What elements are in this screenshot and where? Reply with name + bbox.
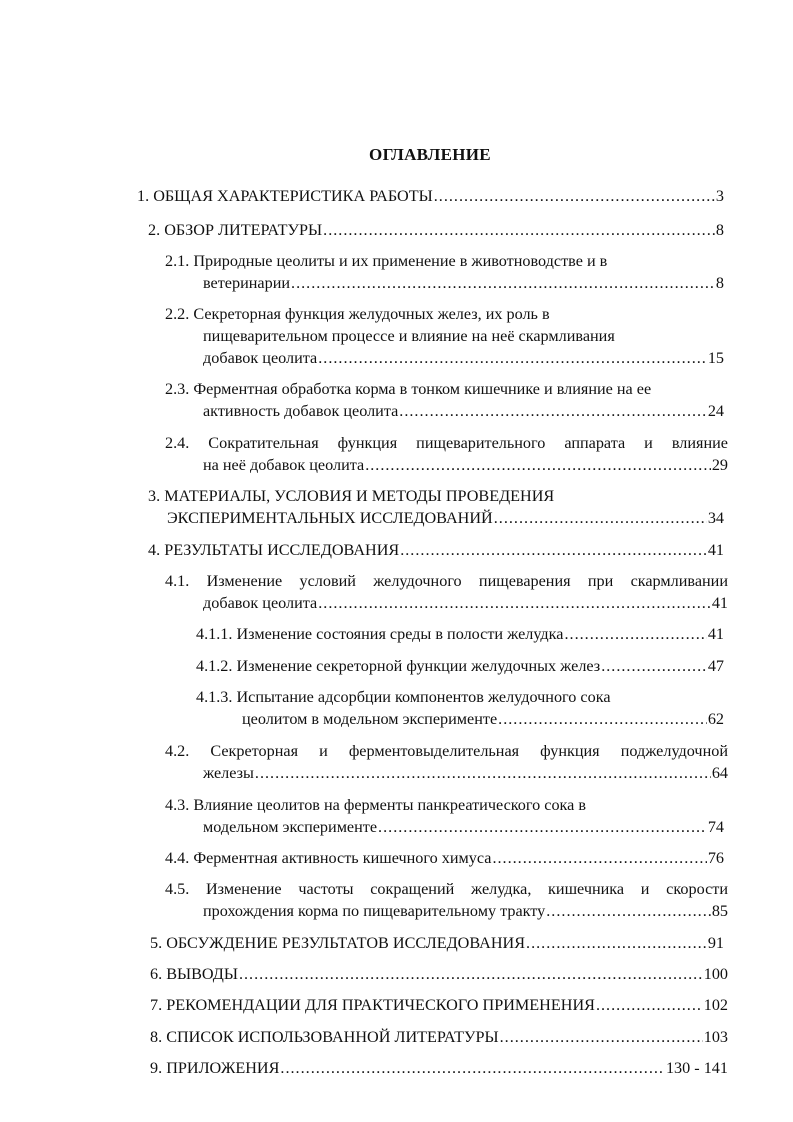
- toc-entry-text: 3. МАТЕРИАЛЫ, УСЛОВИЯ И МЕТОДЫ ПРОВЕДЕНИЯ: [148, 487, 555, 505]
- toc-entry-text: 4.1.1. Изменение состояния среды в полости желудка: [196, 625, 564, 643]
- toc-entry-4-1-1: [196, 623, 724, 645]
- toc-page-number: 29: [711, 456, 728, 474]
- toc-entry-text: 7. РЕКОМЕНДАЦИИ ДЛЯ ПРАКТИЧЕСКОГО ПРИМЕНЕНИЯ: [150, 996, 595, 1014]
- toc-entry-6: [150, 963, 728, 985]
- toc-entry-4-2: [165, 740, 728, 784]
- toc-page-number: 62: [707, 710, 724, 728]
- leader-dots: [378, 816, 707, 838]
- toc-entry-text: ЭКСПЕРИМЕНТАЛЬНЫХ ИССЛЕДОВАНИЙ: [167, 509, 493, 527]
- toc-entry-2-4: [165, 432, 728, 476]
- toc-entry-2: [148, 219, 724, 241]
- toc-entry-4-3: [165, 794, 724, 838]
- toc-page-number: 100: [703, 965, 728, 983]
- toc-page-number: 103: [703, 1028, 728, 1046]
- toc-entry-4-4: [165, 847, 724, 869]
- toc-entry-text: активность добавок цеолита: [203, 402, 399, 420]
- toc-entry-2-1: [165, 250, 724, 294]
- toc-entry-1: [137, 185, 724, 207]
- toc-entry-7: [150, 994, 728, 1016]
- leader-dots: [546, 900, 711, 922]
- toc-entry-text: 2.4. Сократительная функция пищеварительного аппарата и влияние: [165, 434, 728, 452]
- toc-page-number: 34: [707, 509, 724, 527]
- toc-entry-5: [150, 932, 724, 954]
- toc-entry-4-1-3: [196, 686, 724, 730]
- toc-entry-text: 6. ВЫВОДЫ: [150, 965, 238, 983]
- leader-dots: [280, 1057, 665, 1079]
- toc-page-number: 41: [707, 541, 724, 559]
- toc-entry-text: 1. ОБЩАЯ ХАРАКТЕРИСТИКА РАБОТЫ: [137, 187, 433, 205]
- toc-entry-4-1: [165, 570, 728, 614]
- leader-dots: [494, 507, 707, 529]
- toc-entry-text: ветеринарии: [203, 274, 291, 292]
- toc-page-number: 24: [707, 402, 724, 420]
- toc-entry-4: [148, 539, 724, 561]
- leader-dots: [239, 963, 703, 985]
- toc-page-number: 85: [711, 902, 728, 920]
- toc-entry-text: 5. ОБСУЖДЕНИЕ РЕЗУЛЬТАТОВ ИССЛЕДОВАНИЯ: [150, 934, 526, 952]
- toc-entry-text: на неё добавок цеолита: [203, 456, 365, 474]
- toc-page-number: 15: [707, 349, 724, 367]
- leader-dots: [498, 708, 707, 730]
- toc-page-number: 41: [707, 625, 724, 643]
- toc-entry-text: цеолитом в модельном эксперименте: [242, 710, 498, 728]
- toc-entry-8: [150, 1026, 728, 1048]
- toc-entry-4-5: [165, 878, 728, 922]
- toc-entry-2-3: [165, 378, 724, 422]
- toc-entry-text: 9. ПРИЛОЖЕНИЯ: [150, 1059, 280, 1077]
- toc-entry-text: 4. РЕЗУЛЬТАТЫ ИССЛЕДОВАНИЯ: [148, 541, 400, 559]
- leader-dots: [318, 347, 707, 369]
- leader-dots: [526, 932, 707, 954]
- toc-page-number: 102: [703, 996, 728, 1014]
- page-title: ОГЛАВЛЕНИЕ: [369, 145, 491, 164]
- toc-page-number: 47: [707, 657, 724, 675]
- leader-dots: [318, 592, 711, 614]
- toc-entry-text: пищеварительном процессе и влияние на неё скармливания: [203, 327, 615, 345]
- leader-dots: [434, 185, 715, 207]
- toc-entry-text: 2.2. Секреторная функция желудочных желез, их роль в: [165, 305, 550, 323]
- toc-entry-text: 4.2. Секреторная и ферментовыделительная функция поджелудочной: [165, 742, 728, 760]
- toc-entry-text: 4.5. Изменение частоты сокращений желудка, кишечника и скорости: [165, 880, 728, 898]
- toc-entry-text: железы: [203, 764, 254, 782]
- leader-dots: [323, 219, 715, 241]
- leader-dots: [400, 539, 707, 561]
- toc-entry-text: 4.4. Ферментная активность кишечного химуса: [165, 849, 492, 867]
- leader-dots: [492, 847, 706, 869]
- toc-page-number: 3: [715, 187, 724, 205]
- toc-entry-text: добавок цеолита: [203, 594, 318, 612]
- toc-entry-3: [148, 485, 724, 529]
- leader-dots: [399, 400, 707, 422]
- toc-entry-text: 8. СПИСОК ИСПОЛЬЗОВАННОЙ ЛИТЕРАТУРЫ: [150, 1028, 499, 1046]
- toc-page-number: 130 - 141: [665, 1059, 728, 1077]
- leader-dots: [500, 1026, 703, 1048]
- toc-entry-text: 2.3. Ферментная обработка корма в тонком кишечнике и влияние на ее: [165, 380, 652, 398]
- toc-page-number: 41: [711, 594, 728, 612]
- leader-dots: [365, 454, 711, 476]
- toc-entry-text: прохождения корма по пищеварительному тракту: [203, 902, 546, 920]
- toc-entry-text: модельном эксперименте: [203, 818, 378, 836]
- leader-dots: [255, 762, 711, 784]
- toc-page-number: 91: [707, 934, 724, 952]
- toc-page-number: 8: [715, 221, 724, 239]
- toc-entry-9: [150, 1057, 728, 1079]
- toc-entry-2-2: [165, 303, 724, 369]
- toc-page-number: 74: [707, 818, 724, 836]
- leader-dots: [291, 272, 715, 294]
- toc-page-number: 8: [715, 274, 724, 292]
- leader-dots: [601, 655, 707, 677]
- toc-entry-text: 4.1. Изменение условий желудочного пищеварения при скармливании: [165, 572, 728, 590]
- toc-entry-text: 4.1.2. Изменение секреторной функции желудочных желез: [196, 657, 601, 675]
- toc-page-number: 64: [711, 764, 728, 782]
- toc-page-number: 76: [707, 849, 724, 867]
- toc-entry-4-1-2: [196, 655, 724, 677]
- toc-entry-text: 2. ОБЗОР ЛИТЕРАТУРЫ: [148, 221, 323, 239]
- toc-entry-text: 4.1.3. Испытание адсорбции компонентов желудочного сока: [196, 688, 611, 706]
- leader-dots: [596, 994, 703, 1016]
- toc-entry-text: добавок цеолита: [203, 349, 318, 367]
- toc-entry-text: 4.3. Влияние цеолитов на ферменты панкреатического сока в: [165, 796, 587, 814]
- toc-entry-text: 2.1. Природные цеолиты и их применение в животноводстве и в: [165, 252, 608, 270]
- leader-dots: [564, 623, 706, 645]
